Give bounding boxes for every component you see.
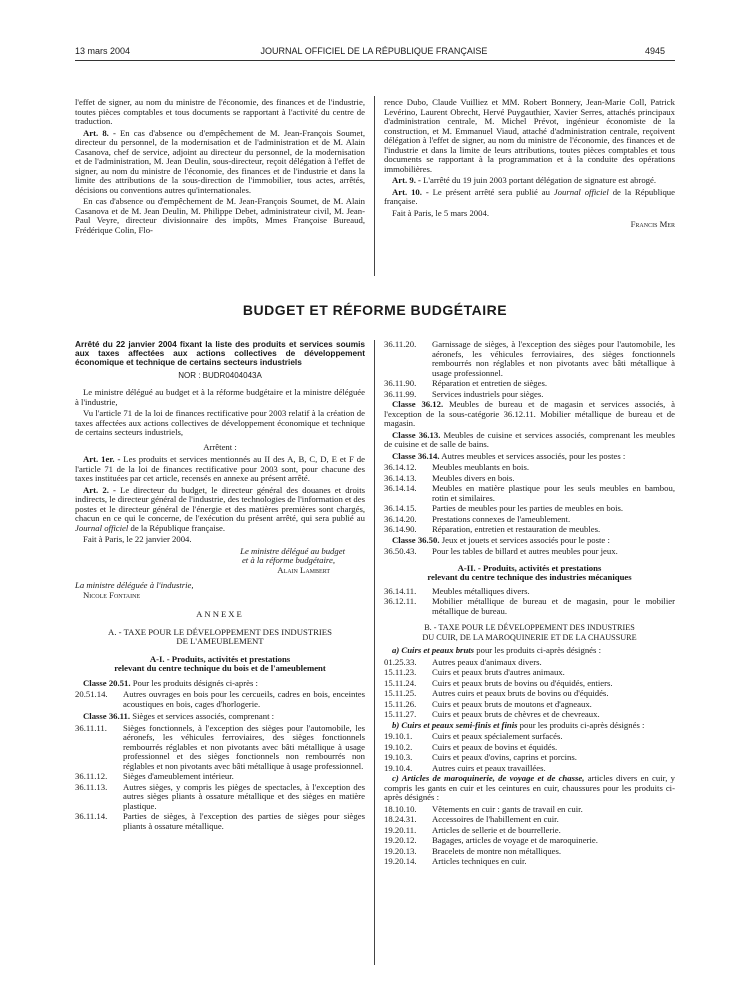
signature-alain-lambert: Alain Lambert xyxy=(277,564,330,575)
item-text: Accessoires de l'habillement en cuir. xyxy=(432,814,559,824)
fait-a-paris: Fait à Paris, le 22 janvier 2004. xyxy=(83,534,192,545)
item-code: 19.20.11. xyxy=(384,824,417,835)
journal-officiel-ref: Journal officiel xyxy=(75,522,129,533)
classe-3613-label: Classe 36.13. xyxy=(392,429,441,440)
list-item xyxy=(384,658,675,668)
list-item xyxy=(75,812,365,831)
item-code: 15.11.24. xyxy=(384,677,417,688)
section-aii-title-2: relevant du centre technique des industries mécaniques xyxy=(427,572,632,582)
list-item xyxy=(384,668,675,678)
art2-text-end: de la République française. xyxy=(128,522,226,533)
section-b-title-1: B. - TAXE POUR LE DÉVELOPPEMENT DES INDUSTRIES xyxy=(424,623,635,632)
article-8 xyxy=(75,129,365,196)
list-item xyxy=(384,857,675,867)
section-a-title-2: DE L'AMEUBLEMENT xyxy=(176,636,264,647)
item-text: Garnissage de sièges, à l'exception des sièges pour l'automobile, les aéronefs, les véhicules ferroviaires, des sièges fonctionnels rembourrés non réglables et non pivotants avec bâti métallique à usage professionnel. xyxy=(432,339,675,378)
list-item xyxy=(384,689,675,699)
art9-text: L'arrêté du 19 juin 2003 portant délégation de signature est abrogé. xyxy=(420,175,657,185)
item-code: 36.14.20. xyxy=(384,513,417,524)
item-code: 36.11.99. xyxy=(384,388,417,399)
subsection-b-cuirs-finis xyxy=(384,721,675,731)
art10-text-end: de la République française. xyxy=(384,186,675,206)
classe-3613 xyxy=(384,431,675,450)
item-text: Sièges fonctionnels, à l'exception des sièges pour l'automobile, les aéronefs, les véhicules ferroviaires, des sièges fonctionnels rembourrés réglables et non pivotants avec bâti métallique à usage professionnel et des sièges fonctionnels non rembourrés non réglables et non pivotants avec bâti métallique à usage professionnel. xyxy=(123,722,365,771)
journal-officiel-ref: Journal officiel xyxy=(553,186,609,197)
list-item xyxy=(384,826,675,836)
section-ai-title-1: A-I. - Produits, activités et prestations xyxy=(149,653,291,664)
list-item xyxy=(384,732,675,742)
list-item xyxy=(384,463,675,473)
item-code: 19.10.4. xyxy=(384,762,413,773)
item-text: Réparation, entretien et restauration de meubles. xyxy=(432,524,601,534)
item-text: Parties de sièges, à l'exception des parties de sièges pour sièges pliants à ossature métallique. xyxy=(123,811,365,831)
item-code: 36.12.11. xyxy=(384,596,417,606)
signatory-title-industry: La ministre déléguée à l'industrie, xyxy=(75,580,194,591)
item-text: Autres peaux d'animaux divers. xyxy=(432,656,542,667)
item-code: 36.14.14. xyxy=(384,483,417,493)
classe-3612-text: Meubles de bureau et de magasin et services associés, à l'exception de la sous-catégorie 36.12.11. Mobilier métallique de bureau et de magasin. xyxy=(384,399,676,428)
art8-text: En cas d'absence ou d'empêchement de M. Jean-François Soumet, directeur du personnel, de la modernisation et de l'administration et de M. Alain Casanova, chef de service, adjoint au directeur du personnel, de la modernisation et de l'administration, M. Jean Deulin, sous-directeur, reçoit délégation à l'effet de signer, au nom du ministre de l'économie, des finances et de l'industrie et dans la limite des attributions de la sous-direction de l'immobilier, tous actes, arrêtés, décisions ou conventions autres qu'internationales. xyxy=(75,127,366,195)
list-item xyxy=(75,690,365,709)
preamble-ministers: Le ministre délégué au budget et à la réforme budgétaire et la ministre déléguée à l'industrie, xyxy=(75,387,365,407)
header-page-number: 4945 xyxy=(645,46,666,56)
item-text: Services industriels pour sièges. xyxy=(432,388,544,399)
item-code: 19.20.14. xyxy=(384,856,417,866)
item-text: Cuirs et peaux d'ovins, caprins et porcins. xyxy=(432,752,577,762)
item-code: 18.24.31. xyxy=(384,814,417,824)
list-item xyxy=(384,390,675,400)
list-item xyxy=(384,504,675,514)
item-code: 19.10.2. xyxy=(384,741,413,752)
list-item xyxy=(384,700,675,710)
subsection-c-label: c) Articles de maroquinerie, de voyage et de chasse, xyxy=(392,773,585,783)
list-item xyxy=(384,836,675,846)
top-right-column xyxy=(384,98,675,232)
arrete-title: Arrêté du 22 janvier 2004 fixant la liste des produits et services soumis aux taxes affectées aux actions collectives de développement économique et technique de certains secteurs industriels xyxy=(75,339,365,368)
item-code: 20.51.14. xyxy=(75,689,108,700)
classe-2051-label: Classe 20.51. xyxy=(83,677,131,688)
item-text: Mobilier métallique de bureau et de magasin, pour le mobilier métallique de bureau. xyxy=(432,596,675,616)
item-code: 15.11.27. xyxy=(384,709,417,719)
delegation-paragraph: rence Dubo, Claude Vuilliez et MM. Robert Bonnery, Jean-Marie Coll, Patrick Levérino, Laurent Obrecht, Hervé Puygauthier, Xavier Serres, attachés principaux d'administration centrale, M. Michel Prévot, ingénieur économiste de la construction, et M. Emmanuel Viaud, attaché d'administration centrale, reçoivent délégation à l'effet de signer, au nom du ministre de l'économie, des finances et de l'industrie et dans la limite de leurs attributions, toutes pièces comptables et tous documents se rapportant à la programmation et à la conduite des opérations immobilières. xyxy=(384,97,675,174)
item-text: Cuirs et peaux bruts de moutons et d'agneaux. xyxy=(432,698,592,709)
item-code: 36.11.14. xyxy=(75,811,108,822)
item-text: Sièges d'ameublement intérieur. xyxy=(123,771,234,782)
subsection-c-maroquinerie xyxy=(384,774,675,803)
section-aii-title-1: A-II. - Produits, activités et prestations xyxy=(457,562,602,573)
list-item xyxy=(75,724,365,772)
annexe-title: ANNEXE xyxy=(196,609,244,620)
absence-paragraph: En cas d'absence ou d'empêchement de M. Jean-François Soumet, de M. Alain Casanova et de M. Jean Deulin, M. Philippe Debet, administrateur civil, M. Jean-Paul Veyre, directeur divisionnaire des impôts, Mmes Françoise Bureaud, Frédérique Colin, Flo- xyxy=(75,196,365,235)
item-code: 19.10.1. xyxy=(384,731,413,741)
arretent: Arrêtent : xyxy=(203,441,237,452)
top-left-column xyxy=(75,98,365,237)
item-text: Cuirs et peaux de bovins et équidés. xyxy=(432,741,558,752)
classe-3611 xyxy=(75,712,365,722)
section-title: BUDGET ET RÉFORME BUDGÉTAIRE xyxy=(242,302,508,318)
art1-text: Les produits et services mentionnés au II des A, B, C, D, E et F de l'article 71 de la loi de finances rectificative pour 2003 sont, pour chacune des taxes instituées par cet article, recensés en annexe au présent arrêté. xyxy=(75,454,365,484)
art10-text: Le présent arrêté sera publié au xyxy=(428,186,554,197)
item-text: Pour les tables de billard et autres meubles pour jeux. xyxy=(432,546,618,556)
item-text: Autres ouvrages en bois pour les cercueils, cadres en bois, enceintes acoustiques en bois, cages d'horlogerie. xyxy=(123,689,365,709)
item-code: 36.11.11. xyxy=(75,722,107,733)
bottom-right-column xyxy=(384,340,675,868)
art8-label: Art. 8. - xyxy=(83,127,116,138)
item-text: Autres cuirs et peaux travaillées. xyxy=(432,762,546,773)
header-title: JOURNAL OFFICIEL DE LA RÉPUBLIQUE FRANÇAISE xyxy=(260,46,488,56)
subsection-a-cuirs-bruts xyxy=(384,646,675,656)
classe-3612-label: Classe 36.12. xyxy=(392,399,444,409)
item-code: 19.20.13. xyxy=(384,845,417,856)
art2-label: Art. 2. - xyxy=(83,484,116,495)
item-text: Prestations connexes de l'ameublement. xyxy=(432,513,571,524)
section-a-title-1: A. - TAXE POUR LE DÉVELOPPEMENT DES INDUSTRIES xyxy=(108,626,332,637)
subsection-a-text: pour les produits ci-après désignés : xyxy=(474,645,601,655)
list-item xyxy=(384,847,675,857)
item-text: Meubles métalliques divers. xyxy=(432,585,530,596)
section-ai-title-2: relevant du centre technique du bois et de l'ameublement xyxy=(114,663,326,674)
item-code: 15.11.26. xyxy=(384,698,417,709)
item-text: Cuirs et peaux bruts d'autres animaux. xyxy=(432,667,565,677)
item-code: 36.14.90. xyxy=(384,524,417,534)
item-code: 01.25.33. xyxy=(384,656,417,667)
item-text: Cuirs et peaux bruts de chèvres et de chevreaux. xyxy=(432,709,600,719)
list-item xyxy=(384,679,675,689)
item-code: 36.14.11. xyxy=(384,585,417,596)
item-text: Réparation et entretien de sièges. xyxy=(432,378,548,388)
item-code: 36.11.20. xyxy=(384,339,417,349)
header-date: 13 mars 2004 xyxy=(75,46,131,56)
preamble-vu: Vu l'article 71 de la loi de finances rectificative pour 2003 relatif à la création de taxes affectées aux actions collectives de développement économique et technique de certains secteurs industriels, xyxy=(75,408,365,438)
bottom-left-column xyxy=(75,340,365,832)
signatory-title-1: Le ministre délégué au budget xyxy=(240,545,345,556)
list-item xyxy=(384,710,675,720)
signature-francis-mer: Francis Mer xyxy=(630,219,675,229)
list-item xyxy=(75,772,365,782)
item-code: 36.14.12. xyxy=(384,462,417,472)
article-1 xyxy=(75,455,365,484)
item-text: Cuirs et peaux bruts de bovins ou d'équidés, entiers. xyxy=(432,677,613,688)
item-code: 36.11.90. xyxy=(384,378,417,388)
list-item xyxy=(384,805,675,815)
item-text: Autres sièges, y compris les pièges de spectacles, à l'exception des autres sièges pliants à ossature métallique et des sièges en matière plastique. xyxy=(123,781,365,811)
item-text: Meubles en matière plastique pour les seuls meubles en bambou, rotin et similaires. xyxy=(432,483,675,503)
signatory-title-2: et à la réforme budgétaire, xyxy=(241,555,335,566)
list-item xyxy=(384,340,675,378)
item-code: 19.20.12. xyxy=(384,835,417,845)
classe-3614-label: Classe 36.14. xyxy=(392,450,440,461)
list-item xyxy=(384,515,675,525)
classe-3614-text: Autres meubles et services associés, pour les postes : xyxy=(439,450,626,461)
item-text: Parties de meubles pour les parties de meubles en bois. xyxy=(432,503,624,513)
item-code: 36.11.13. xyxy=(75,781,108,792)
signature-nicole-fontaine: Nicole Fontaine xyxy=(83,589,141,600)
article-9 xyxy=(384,176,675,186)
art2-text: Le directeur du budget, le directeur général des douanes et droits indirects, le directeur général de l'industrie, des technologies de l'information et des postes et le directeur général de l'énergie et des matières premières sont chargés, chacun en ce qui le concerne, de l'exécution du présent arrêté, qui sera publié au xyxy=(75,484,365,524)
art1-label: Art. 1er. - xyxy=(83,454,121,465)
classe-2051 xyxy=(75,679,365,689)
classe-3614 xyxy=(384,452,675,462)
item-code: 19.10.3. xyxy=(384,752,413,762)
list-item xyxy=(75,783,365,812)
subsection-a-label: a) Cuirs et peaux bruts xyxy=(392,645,475,655)
list-item xyxy=(384,743,675,753)
item-code: 36.11.12. xyxy=(75,771,108,782)
list-item xyxy=(384,597,675,616)
item-text: Articles de sellerie et de bourrellerie. xyxy=(432,824,561,835)
item-text: Autres cuirs et peaux bruts de bovins ou d'équidés. xyxy=(432,688,609,698)
item-code: 36.14.13. xyxy=(384,472,417,483)
column-divider-bottom xyxy=(374,340,375,965)
classe-3650-text: Jeux et jouets et services associés pour le poste : xyxy=(439,534,610,545)
list-item xyxy=(384,474,675,484)
classe-3611-text: Sièges et services associés, comprenant : xyxy=(130,711,275,722)
classe-3650-label: Classe 36.50. xyxy=(392,534,440,545)
item-text: Vêtements en cuir : gants de travail en cuir. xyxy=(432,803,583,814)
item-code: 36.14.15. xyxy=(384,503,417,513)
item-code: 15.11.25. xyxy=(384,688,417,698)
item-text: Meubles meublants en bois. xyxy=(432,462,529,472)
subsection-b-label: b) Cuirs et peaux semi-finis et finis xyxy=(392,719,518,730)
item-code: 18.10.10. xyxy=(384,803,417,814)
classe-3611-label: Classe 36.11. xyxy=(83,711,131,722)
item-code: 36.50.43. xyxy=(384,546,417,556)
column-divider-top xyxy=(374,96,375,276)
fait-a-paris: Fait à Paris, le 5 mars 2004. xyxy=(392,207,489,218)
list-item xyxy=(384,753,675,763)
list-item xyxy=(384,587,675,597)
item-text: Cuirs et peaux spécialement surfacés. xyxy=(432,731,563,741)
item-text: Articles techniques en cuir. xyxy=(432,856,527,866)
subsection-c-text: articles divers en cuir, y compris les gants en cuir et les ceintures en cuir, chaussures pour les produits ci-après désignés : xyxy=(384,773,675,802)
list-item xyxy=(384,379,675,389)
classe-3650 xyxy=(384,536,675,546)
list-item xyxy=(384,764,675,774)
article-2 xyxy=(75,486,365,534)
list-item xyxy=(384,815,675,825)
article-10 xyxy=(384,188,675,207)
subsection-b-text: pour les produits ci-après désignés : xyxy=(517,719,645,730)
item-code: 15.11.23. xyxy=(384,667,417,677)
item-text: Meubles divers en bois. xyxy=(432,472,515,483)
art9-label: Art. 9. - xyxy=(392,175,421,185)
list-item xyxy=(384,547,675,557)
list-item xyxy=(384,484,675,503)
continuation-paragraph: l'effet de signer, au nom du ministre de l'économie, des finances et de l'industrie, toutes pièces comptables et tous documents se rapportant à l'activité du centre de traduction. xyxy=(75,97,365,126)
classe-3612 xyxy=(384,400,675,429)
item-text: Bagages, articles de voyage et de maroquinerie. xyxy=(432,835,598,845)
section-b-title-2: DU CUIR, DE LA MAROQUINERIE ET DE LA CHAUSSURE xyxy=(422,632,637,642)
item-text: Bracelets de montre non métalliques. xyxy=(432,845,562,856)
classe-2051-text: Pour les produits désignés ci-après : xyxy=(130,677,258,688)
nor-reference: NOR : BUDR0404043A xyxy=(178,370,262,380)
list-item xyxy=(384,525,675,535)
header-rule xyxy=(75,60,675,61)
classe-3613-text: Meubles de cuisine et services associés, comprenant les meubles de cuisine et de salle de bains. xyxy=(384,429,675,449)
art10-label: Art. 10. - xyxy=(392,186,429,197)
